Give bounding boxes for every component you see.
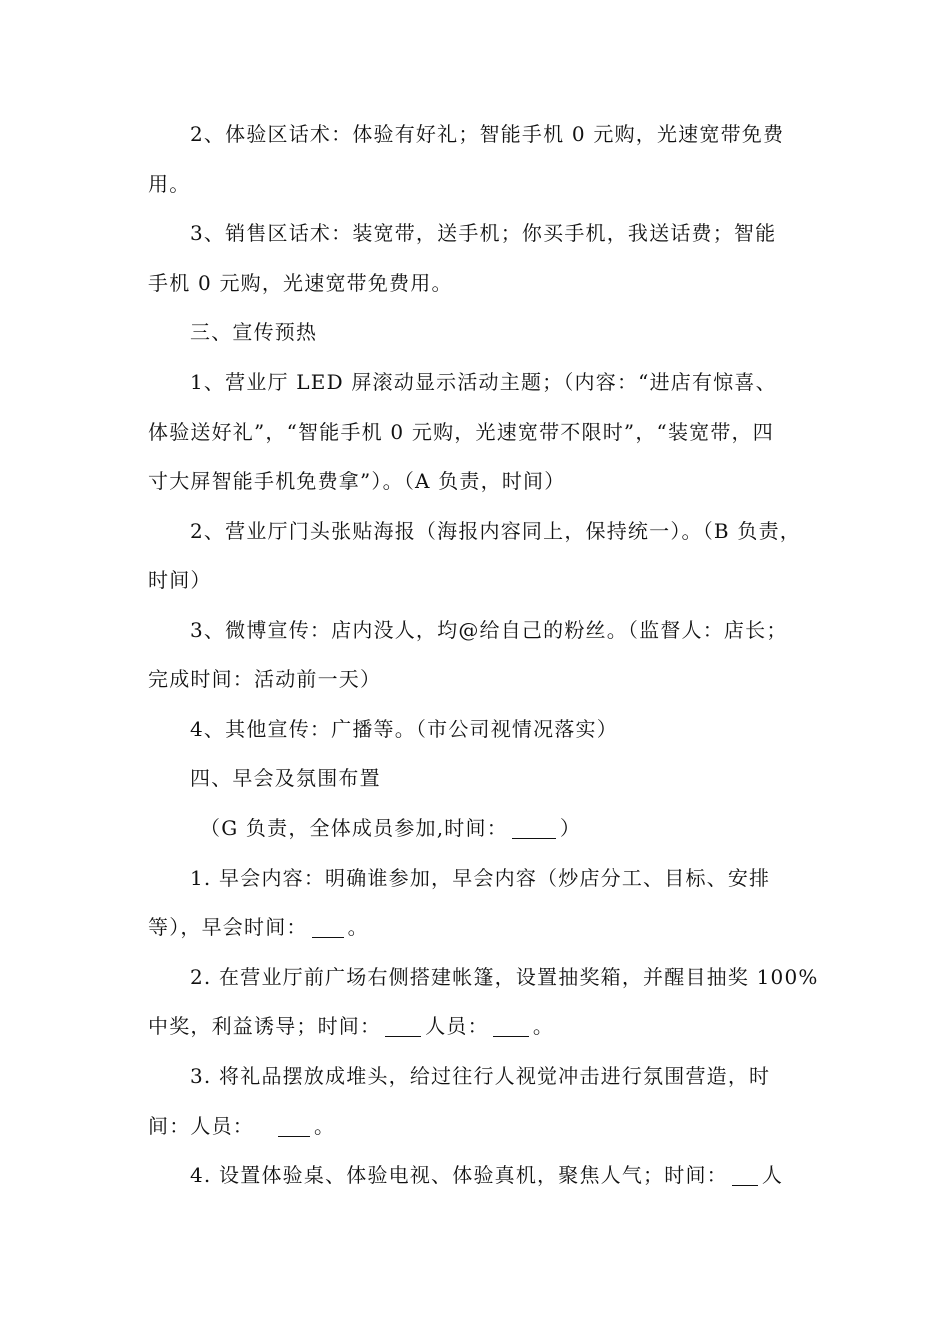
paragraph-line — [148, 913, 369, 941]
paragraph-line — [148, 1112, 335, 1140]
paragraph-line: 3. 将礼品摆放成堆头，给过往行人视觉冲击进行氛围营造，时 — [190, 1064, 771, 1088]
paragraph-line: 2、营业厅门头张贴海报（海报内容同上，保持统一）。（B 负责， — [190, 519, 801, 543]
fill-in-blank — [512, 816, 556, 839]
paragraph-line: 寸大屏智能手机免费拿”）。（A 负责，时间） — [148, 469, 566, 493]
line-text: 。 — [532, 1014, 555, 1038]
paragraph-line: 时间） — [148, 568, 212, 592]
paragraph-line: 用。 — [148, 172, 191, 196]
paragraph-line: 4、其他宣传：广播等。（市公司视情况落实） — [190, 717, 618, 741]
section-heading: 三、宣传预热 — [190, 320, 318, 344]
paragraph-line — [148, 1012, 554, 1040]
paragraph-line: 1、营业厅 LED 屏滚动显示活动主题；（内容：“进店有惊喜、 — [190, 370, 777, 394]
fill-in-blank — [732, 1163, 758, 1186]
line-text: 4. 设置体验桌、体验电视、体验真机，聚焦人气；时间： — [190, 1163, 728, 1187]
line-text: ） — [559, 816, 582, 840]
fill-in-blank — [385, 1014, 421, 1037]
paragraph-line: 2. 在营业厅前广场右侧搭建帐篷，设置抽奖箱，并醒目抽奖 100% — [190, 965, 819, 989]
fill-in-blank — [278, 1114, 310, 1137]
line-text: 。 — [347, 915, 369, 939]
fill-in-blank — [493, 1014, 529, 1037]
paragraph-line: 1. 早会内容：明确谁参加，早会内容（炒店分工、目标、安排 — [190, 866, 771, 890]
line-text: 人 — [761, 1163, 784, 1187]
paragraph-line: 2、体验区话术：体验有好礼；智能手机 0 元购，光速宽带免费 — [190, 122, 785, 146]
paragraph-line — [190, 1161, 783, 1189]
line-text: 中奖，利益诱导；时间： — [148, 1014, 382, 1038]
line-text: 等），早会时间： — [148, 915, 308, 939]
fill-in-blank — [312, 915, 344, 938]
line-text: 人员： — [425, 1014, 489, 1038]
paragraph-line: 3、销售区话术：装宽带，送手机；你买手机，我送话费；智能 — [190, 221, 777, 245]
line-text: 。 — [314, 1114, 336, 1138]
paragraph-line: 体验送好礼”，“智能手机 0 元购，光速宽带不限时”，“装宽带，四 — [148, 420, 774, 444]
paragraph-line: 3、微博宣传：店内没人，均@给自己的粉丝。（监督人：店长； — [190, 618, 788, 642]
paragraph-line — [200, 814, 581, 842]
paragraph-line: 手机 0 元购，光速宽带免费用。 — [148, 271, 453, 295]
paragraph-line: 完成时间：活动前一天） — [148, 667, 382, 691]
section-heading: 四、早会及氛围布置 — [190, 766, 381, 790]
line-text: （G 负责，全体成员参加,时间： — [200, 816, 508, 840]
line-text: 间：人员： — [148, 1114, 254, 1138]
